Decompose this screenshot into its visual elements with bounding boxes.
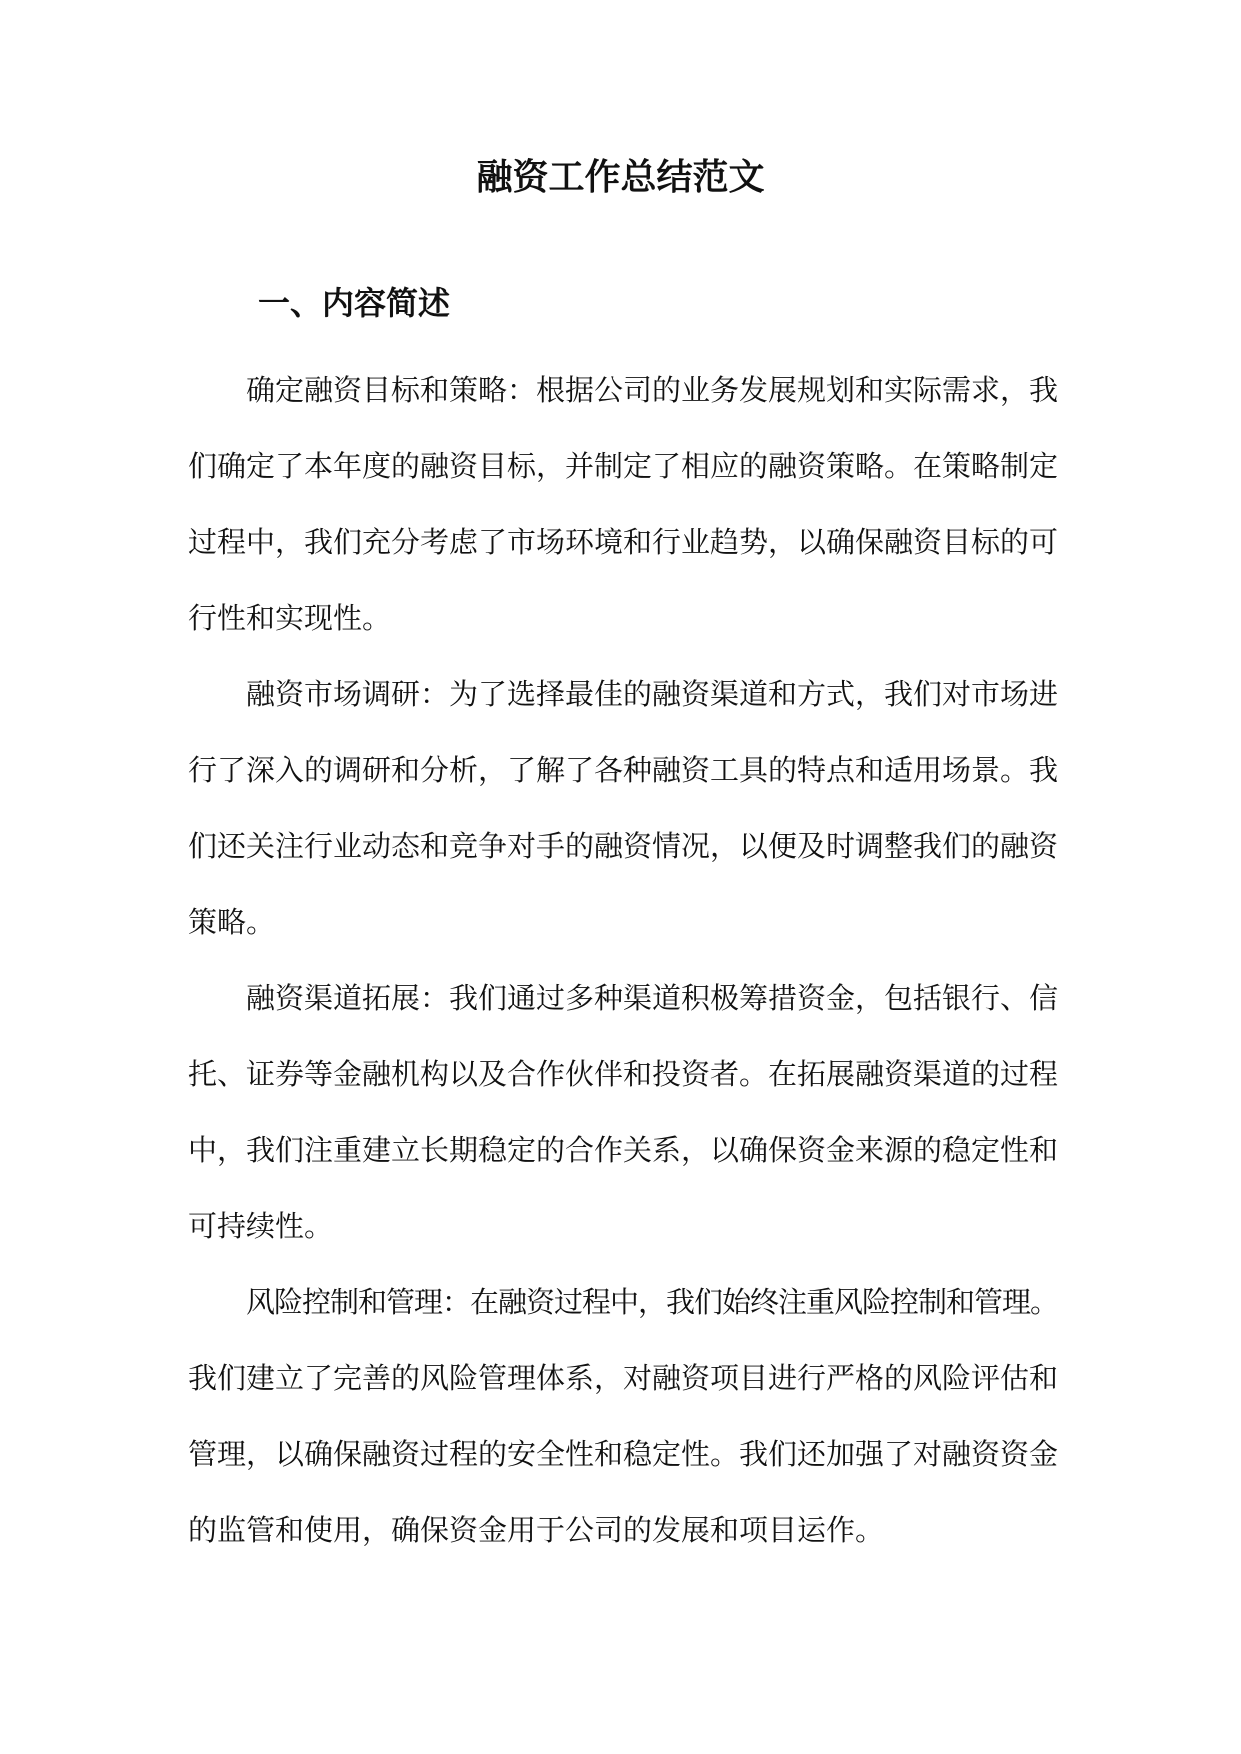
paragraph-line: 可持续性。 xyxy=(188,1209,334,1243)
paragraph-channel-expansion xyxy=(188,960,1058,1264)
paragraph-line: 确定融资目标和策略：根据公司的业务发展规划和实际需求，我 xyxy=(246,373,1059,407)
paragraph-line: 管理，以确保融资过程的安全性和稳定性。我们还加强了对融资资金 xyxy=(188,1437,1059,1471)
paragraph-line: 风险控制和管理：在融资过程中，我们始终注重风险控制和管理。 xyxy=(246,1285,1059,1319)
section-heading: 一、内容简述 xyxy=(258,284,451,322)
paragraph-line: 中，我们注重建立长期稳定的合作关系，以确保资金来源的稳定性和 xyxy=(188,1133,1059,1167)
paragraph-financing-goals xyxy=(188,352,1058,656)
paragraph-line: 们还关注行业动态和竞争对手的融资情况，以便及时调整我们的融资 xyxy=(188,829,1059,863)
paragraph-line: 策略。 xyxy=(188,905,276,939)
paragraph-line: 的监管和使用，确保资金用于公司的发展和项目运作。 xyxy=(188,1513,885,1547)
paragraph-risk-control xyxy=(188,1264,1058,1568)
paragraph-market-research xyxy=(188,656,1058,960)
paragraph-line: 过程中，我们充分考虑了市场环境和行业趋势，以确保融资目标的可 xyxy=(188,525,1059,559)
document-title: 融资工作总结范文 xyxy=(476,156,765,198)
paragraph-line: 融资渠道拓展：我们通过多种渠道积极筹措资金，包括银行、信 xyxy=(246,981,1059,1015)
paragraph-line: 托、证券等金融机构以及合作伙伴和投资者。在拓展融资渠道的过程 xyxy=(188,1057,1059,1091)
paragraph-line: 行了深入的调研和分析，了解了各种融资工具的特点和适用场景。我 xyxy=(188,753,1059,787)
paragraph-line: 融资市场调研：为了选择最佳的融资渠道和方式，我们对市场进 xyxy=(246,677,1059,711)
paragraph-line: 我们建立了完善的风险管理体系，对融资项目进行严格的风险评估和 xyxy=(188,1361,1059,1395)
section-body xyxy=(188,352,1058,1568)
paragraph-line: 行性和实现性。 xyxy=(188,601,392,635)
paragraph-line: 们确定了本年度的融资目标，并制定了相应的融资策略。在策略制定 xyxy=(188,449,1059,483)
